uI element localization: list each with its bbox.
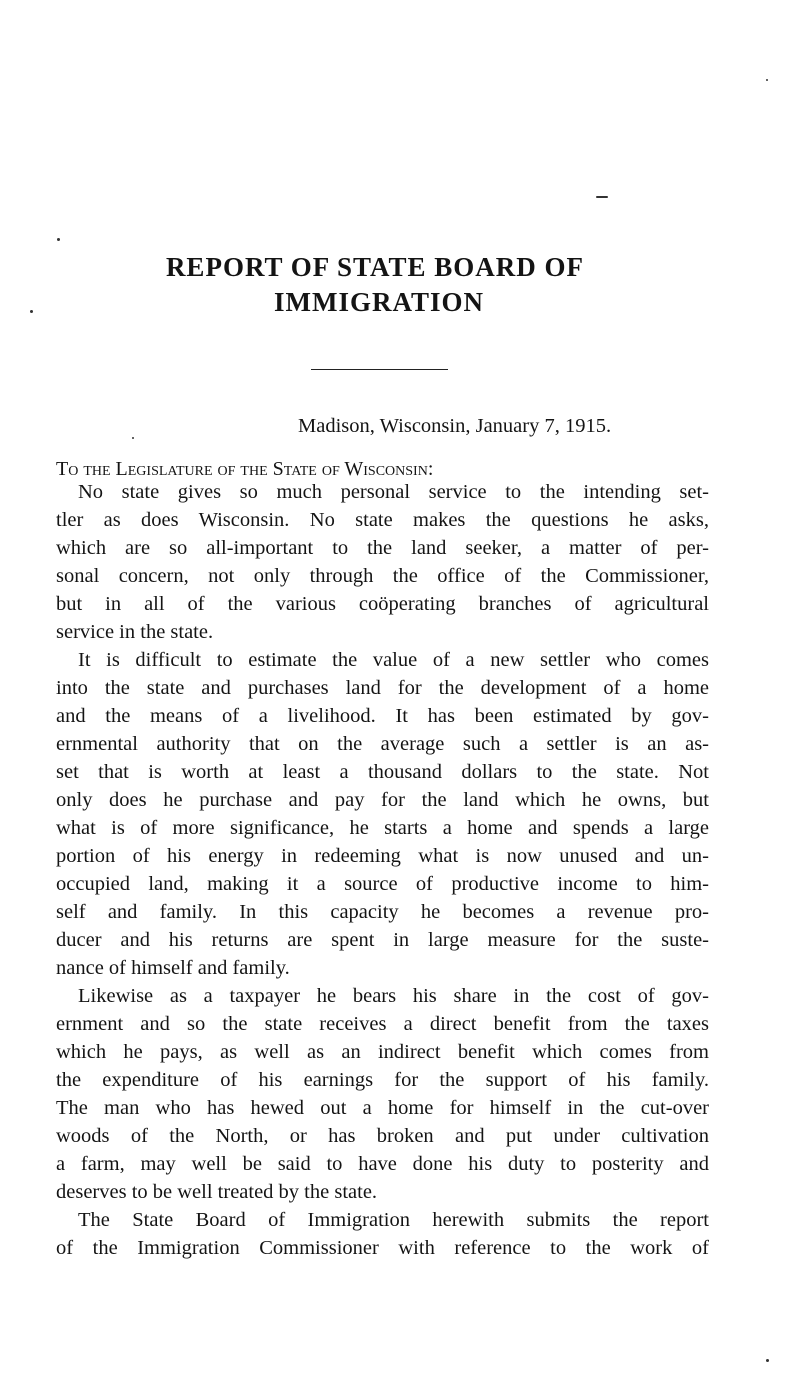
body-line: self and family. In this capacity he becomes a revenue pro- bbox=[56, 901, 709, 923]
title-divider bbox=[311, 369, 448, 370]
body-line: what is of more significance, he starts a home and spends a large bbox=[56, 817, 709, 839]
body-line: occupied land, making it a source of productive income to him- bbox=[56, 873, 709, 895]
body-line: the expenditure of his earnings for the support of his family. bbox=[56, 1069, 709, 1091]
body-line: portion of his energy in redeeming what is now unused and un- bbox=[56, 845, 709, 867]
body-line: It is difficult to estimate the value of a new settler who comes bbox=[78, 649, 709, 671]
body-line: The State Board of Immigration herewith submits the report bbox=[78, 1209, 709, 1231]
salutation: To the Legislature of the State of Wisconsin: bbox=[56, 458, 434, 480]
dateline: Madison, Wisconsin, January 7, 1915. bbox=[298, 415, 612, 437]
body-line: ernment and so the state receives a direct benefit from the taxes bbox=[56, 1013, 709, 1035]
print-speck bbox=[132, 437, 134, 439]
body-line: sonal concern, not only through the office of the Commissioner, bbox=[56, 565, 709, 587]
document-title-line-2: IMMIGRATION bbox=[274, 287, 484, 317]
print-speck bbox=[30, 310, 33, 313]
body-line: into the state and purchases land for the development of a home bbox=[56, 677, 709, 699]
body-line: a farm, may well be said to have done his duty to posterity and bbox=[56, 1153, 709, 1175]
body-line: which he pays, as well as an indirect benefit which comes from bbox=[56, 1041, 709, 1063]
body-line: ernmental authority that on the average such a settler is an as- bbox=[56, 733, 709, 755]
print-speck bbox=[766, 1359, 769, 1362]
body-line: service in the state. bbox=[56, 621, 214, 643]
print-speck bbox=[766, 79, 768, 81]
body-line: which are so all-important to the land seeker, a matter of per- bbox=[56, 537, 709, 559]
body-line: nance of himself and family. bbox=[56, 957, 290, 979]
document-title-line-1: REPORT OF STATE BOARD OF bbox=[165, 252, 585, 282]
body-line: woods of the North, or has broken and put under cultivation bbox=[56, 1125, 709, 1147]
body-line: Likewise as a taxpayer he bears his share in the cost of gov- bbox=[78, 985, 709, 1007]
body-line: tler as does Wisconsin. No state makes the questions he asks, bbox=[56, 509, 709, 531]
body-line: set that is worth at least a thousand dollars to the state. Not bbox=[56, 761, 709, 783]
body-line: and the means of a livelihood. It has been estimated by gov- bbox=[56, 705, 709, 727]
body-line: The man who has hewed out a home for himself in the cut-over bbox=[56, 1097, 709, 1119]
print-speck bbox=[57, 238, 60, 241]
body-line: ducer and his returns are spent in large measure for the suste- bbox=[56, 929, 709, 951]
body-line: deserves to be well treated by the state. bbox=[56, 1181, 378, 1203]
body-line: No state gives so much personal service to the intending set- bbox=[78, 481, 709, 503]
body-line: of the Immigration Commissioner with reference to the work of bbox=[56, 1237, 709, 1259]
body-line: only does he purchase and pay for the land which he owns, but bbox=[56, 789, 709, 811]
body-line: but in all of the various coöperating branches of agricultural bbox=[56, 593, 709, 615]
print-speck bbox=[596, 196, 608, 198]
